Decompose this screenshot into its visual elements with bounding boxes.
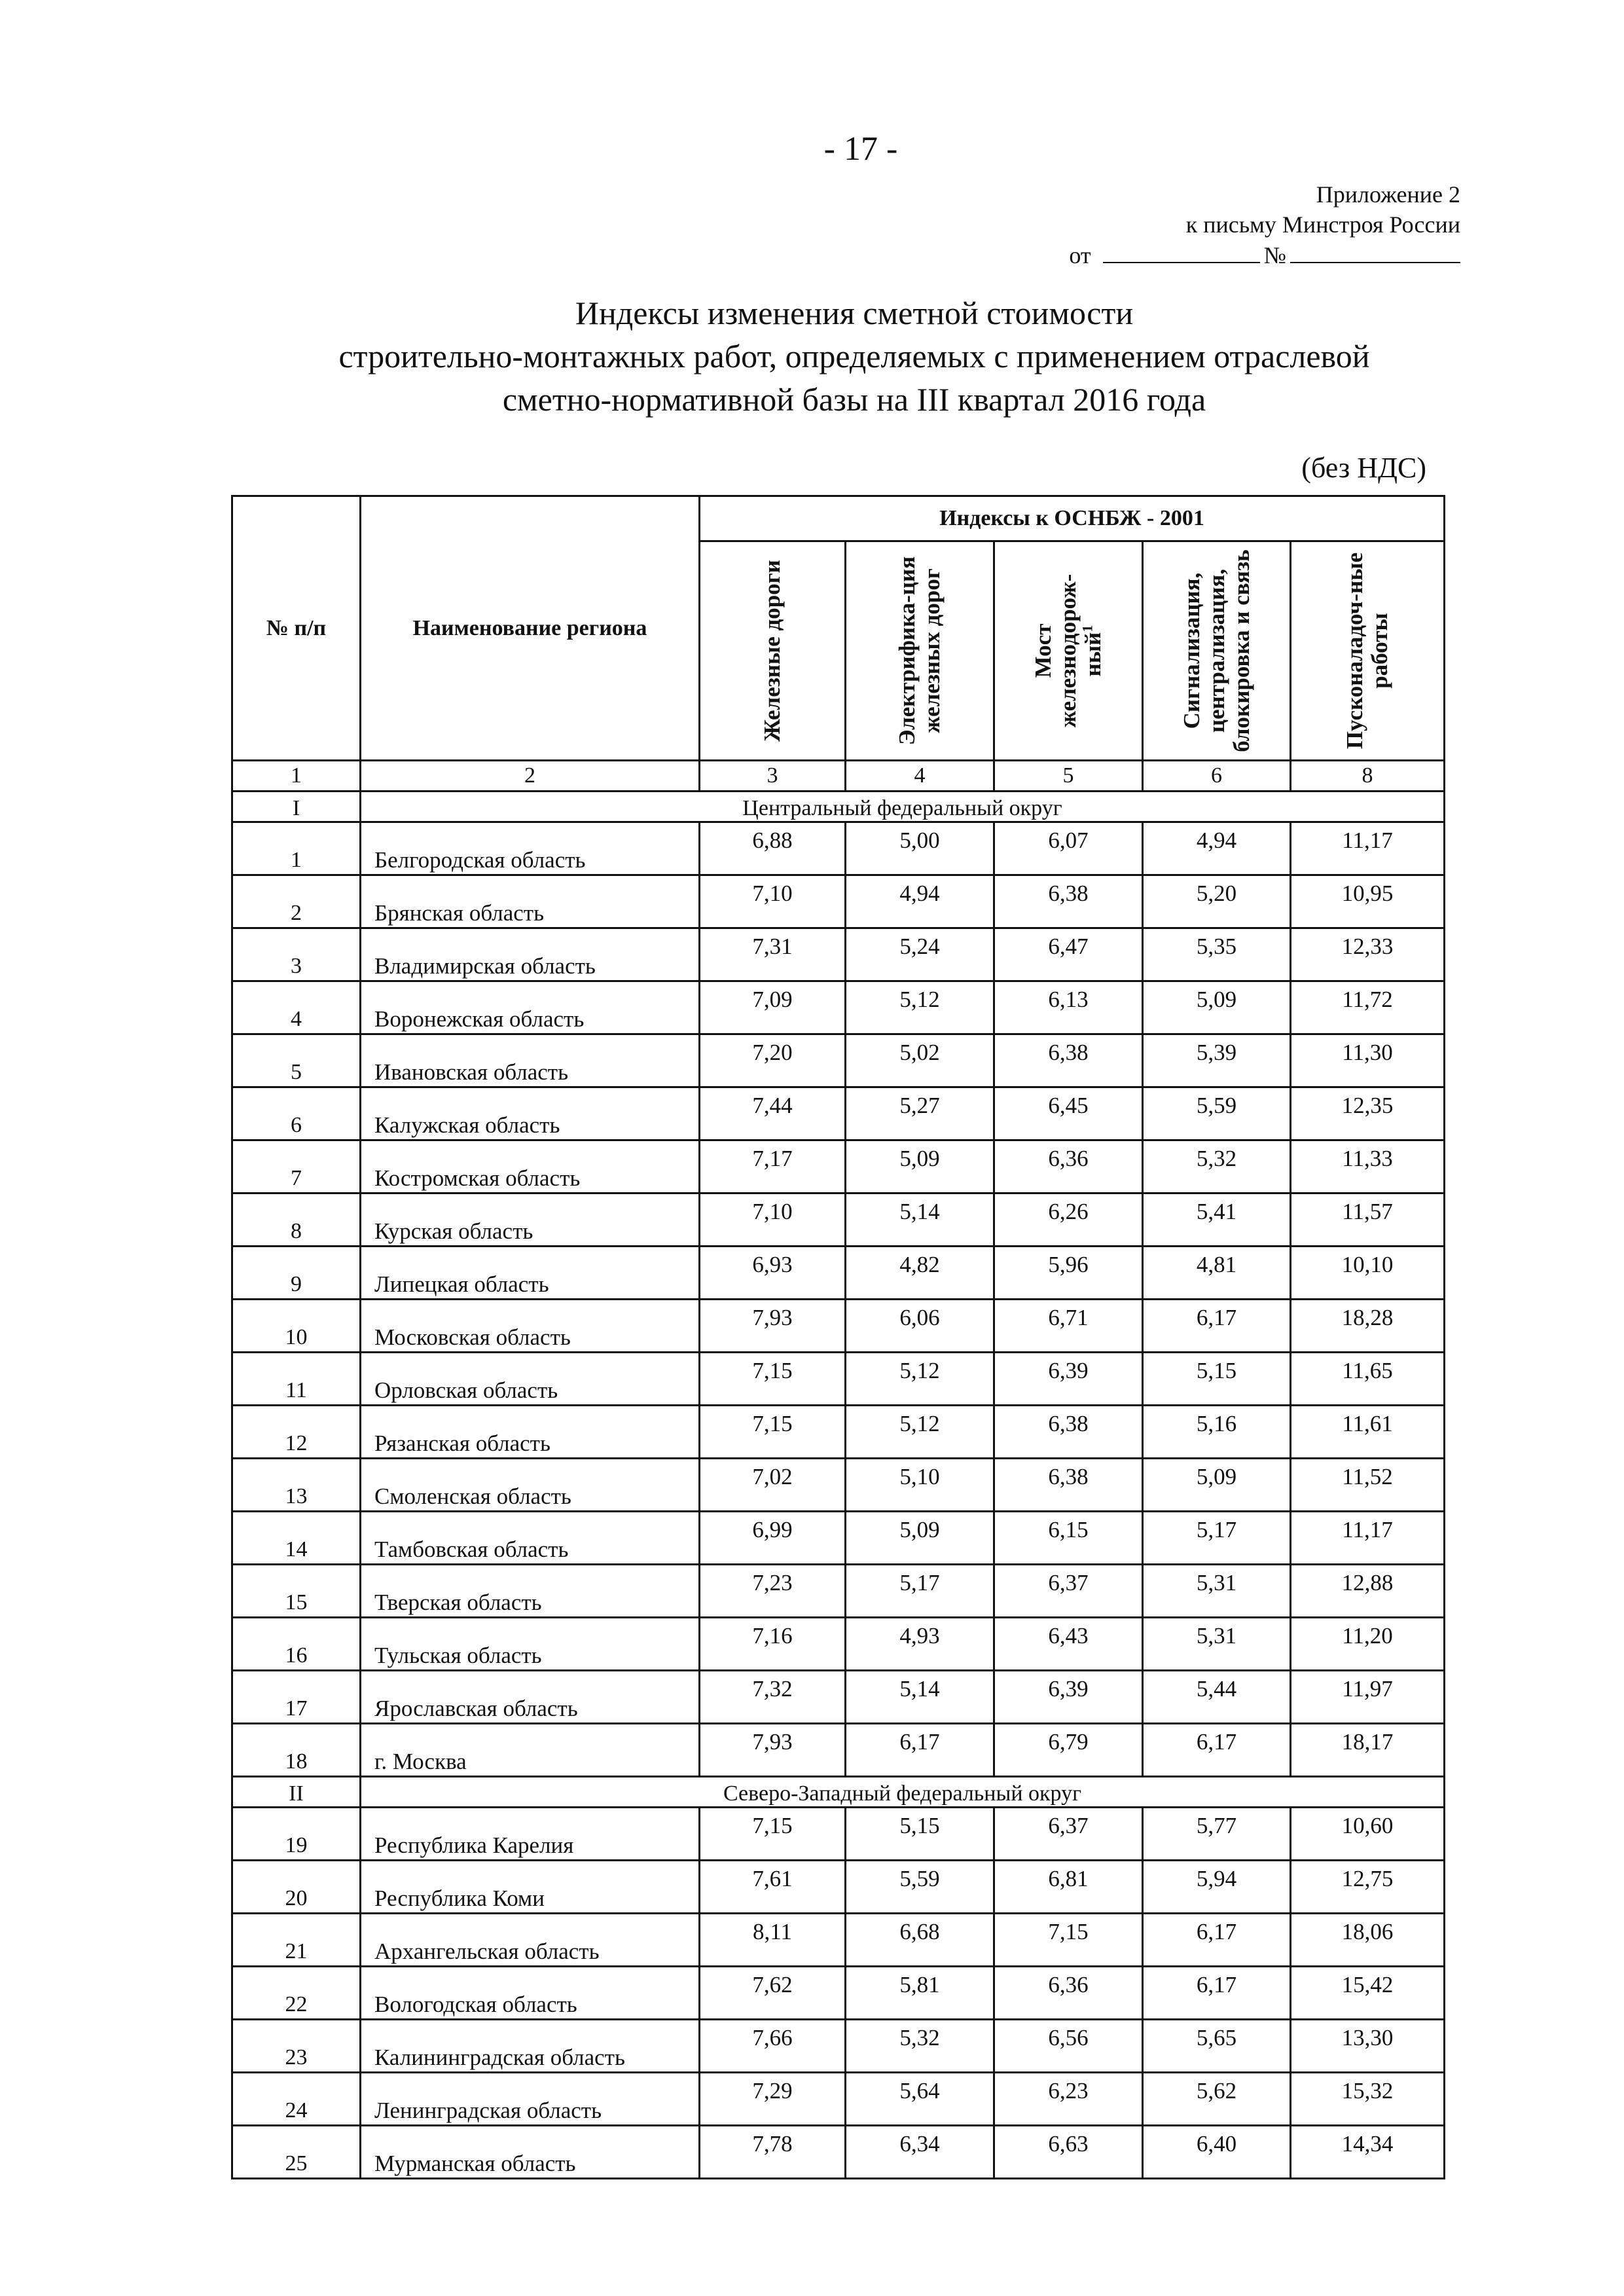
row-number: 24 [232,2073,361,2126]
row-number: 14 [232,1512,361,1565]
value-railways: 7,20 [700,1034,846,1087]
value-commissioning: 15,32 [1291,2073,1445,2126]
value-signaling: 5,35 [1143,928,1291,981]
row-number: 1 [232,822,361,875]
value-electrification: 6,68 [846,1914,994,1967]
value-railways: 7,93 [700,1300,846,1353]
region-name: Тульская область [361,1618,700,1671]
region-name: Рязанская область [361,1406,700,1459]
region-name: Вологодская область [361,1967,700,2020]
value-electrification: 5,02 [846,1034,994,1087]
region-name: Орловская область [361,1353,700,1406]
value-signaling: 6,17 [1143,1300,1291,1353]
table-row [232,1724,1445,1777]
table-row [232,2020,1445,2073]
row-number: 25 [232,2126,361,2179]
value-signaling: 5,65 [1143,2020,1291,2073]
value-bridge: 6,36 [994,1140,1143,1194]
value-electrification: 5,59 [846,1861,994,1914]
value-commissioning: 12,35 [1291,1087,1445,1140]
table-row [232,1406,1445,1459]
value-electrification: 5,14 [846,1194,994,1247]
column-number: 2 [361,761,700,792]
row-number: 12 [232,1406,361,1459]
table-row [232,875,1445,928]
value-bridge: 6,47 [994,928,1143,981]
appendix-subtitle: к письму Минстроя России [1185,211,1460,238]
region-name: Ивановская область [361,1034,700,1087]
value-bridge: 6,23 [994,2073,1143,2126]
value-railways: 7,02 [700,1459,846,1512]
row-number: 18 [232,1724,361,1777]
value-commissioning: 11,33 [1291,1140,1445,1194]
header-signaling: Сигнализация, централизация, блокировка и связь [1143,541,1291,761]
row-number: 4 [232,981,361,1034]
region-name: Смоленская область [361,1459,700,1512]
row-number: 5 [232,1034,361,1087]
value-signaling: 5,09 [1143,981,1291,1034]
value-commissioning: 10,10 [1291,1247,1445,1300]
value-bridge: 6,13 [994,981,1143,1034]
value-railways: 7,29 [700,2073,846,2126]
value-commissioning: 11,57 [1291,1194,1445,1247]
value-railways: 7,44 [700,1087,846,1140]
value-railways: 6,99 [700,1512,846,1565]
vat-note: (без НДС) [1301,452,1426,484]
header-region: Наименование региона [361,496,700,761]
value-signaling: 5,16 [1143,1406,1291,1459]
value-electrification: 4,93 [846,1618,994,1671]
title-line-1: Индексы изменения сметной стоимости [575,295,1134,331]
value-railways: 7,10 [700,1194,846,1247]
column-number: 3 [700,761,846,792]
value-electrification: 4,94 [846,875,994,928]
date-blank [1103,240,1260,263]
value-bridge: 5,96 [994,1247,1143,1300]
row-number: 10 [232,1300,361,1353]
value-electrification: 5,15 [846,1808,994,1861]
row-number: 22 [232,1967,361,2020]
row-number: 21 [232,1914,361,1967]
table-row [232,2126,1445,2179]
section-row [232,1777,1445,1808]
value-railways: 7,61 [700,1861,846,1914]
section-name: Центральный федеральный округ [361,792,1445,822]
region-name: Ленинградская область [361,2073,700,2126]
value-commissioning: 11,65 [1291,1353,1445,1406]
title-line-2: строительно-монтажных работ, определяемых с применением отраслевой [338,338,1370,374]
number-blank [1290,240,1460,263]
region-name: Белгородская область [361,822,700,875]
table-row [232,928,1445,981]
value-railways: 7,78 [700,2126,846,2179]
value-electrification: 6,06 [846,1300,994,1353]
row-number: 17 [232,1671,361,1724]
value-electrification: 4,82 [846,1247,994,1300]
row-number: 23 [232,2020,361,2073]
table-row [232,981,1445,1034]
value-commissioning: 13,30 [1291,2020,1445,2073]
value-signaling: 5,31 [1143,1618,1291,1671]
document-title [216,291,1492,421]
region-name: Курская область [361,1194,700,1247]
table-row [232,1808,1445,1861]
value-commissioning: 12,88 [1291,1565,1445,1618]
value-signaling: 4,81 [1143,1247,1291,1300]
value-signaling: 5,32 [1143,1140,1291,1194]
column-number: 6 [1143,761,1291,792]
value-bridge: 6,56 [994,2020,1143,2073]
region-name: Калининградская область [361,2020,700,2073]
region-name: Тамбовская область [361,1512,700,1565]
value-bridge: 6,38 [994,1034,1143,1087]
row-number: 9 [232,1247,361,1300]
region-name: Архангельская область [361,1914,700,1967]
value-bridge: 6,15 [994,1512,1143,1565]
value-railways: 6,93 [700,1247,846,1300]
indices-table [231,495,1445,2179]
value-bridge: 6,43 [994,1618,1143,1671]
value-signaling: 4,94 [1143,822,1291,875]
table-body [232,761,1445,2179]
header-num: № п/п [232,496,361,761]
value-electrification: 5,09 [846,1140,994,1194]
region-name: Республика Коми [361,1861,700,1914]
value-signaling: 5,31 [1143,1565,1291,1618]
value-electrification: 5,27 [846,1087,994,1140]
value-commissioning: 11,17 [1291,822,1445,875]
table-row [232,822,1445,875]
region-name: Воронежская область [361,981,700,1034]
value-commissioning: 10,60 [1291,1808,1445,1861]
region-name: Костромская область [361,1140,700,1194]
appendix-date-number-line [871,240,1460,270]
row-number: 11 [232,1353,361,1406]
value-electrification: 5,24 [846,928,994,981]
value-bridge: 6,63 [994,2126,1143,2179]
header-railways: Железные дороги [700,541,846,761]
value-signaling: 5,17 [1143,1512,1291,1565]
value-commissioning: 18,28 [1291,1300,1445,1353]
value-bridge: 6,38 [994,875,1143,928]
region-name: Калужская область [361,1087,700,1140]
value-electrification: 6,34 [846,2126,994,2179]
value-commissioning: 18,17 [1291,1724,1445,1777]
value-commissioning: 15,42 [1291,1967,1445,2020]
value-bridge: 6,38 [994,1459,1143,1512]
row-number: 15 [232,1565,361,1618]
value-signaling: 5,62 [1143,2073,1291,2126]
row-number: 19 [232,1808,361,1861]
value-bridge: 6,26 [994,1194,1143,1247]
value-signaling: 5,41 [1143,1194,1291,1247]
value-electrification: 5,12 [846,1353,994,1406]
header-group: Индексы к ОСНБЖ - 2001 [700,496,1445,541]
region-name: Республика Карелия [361,1808,700,1861]
value-bridge: 7,15 [994,1914,1143,1967]
value-commissioning: 11,52 [1291,1459,1445,1512]
region-name: Тверская область [361,1565,700,1618]
appendix-block [871,179,1460,270]
value-signaling: 6,17 [1143,1967,1291,2020]
value-electrification: 5,10 [846,1459,994,1512]
value-bridge: 6,81 [994,1861,1143,1914]
value-railways: 7,23 [700,1565,846,1618]
column-number: 4 [846,761,994,792]
value-signaling: 5,59 [1143,1087,1291,1140]
value-electrification: 5,17 [846,1565,994,1618]
value-railways: 7,10 [700,875,846,928]
table-row [232,1671,1445,1724]
value-signaling: 5,39 [1143,1034,1291,1087]
value-bridge: 6,39 [994,1353,1143,1406]
row-number: 6 [232,1087,361,1140]
value-commissioning: 12,33 [1291,928,1445,981]
region-name: Брянская область [361,875,700,928]
from-label: от [1069,242,1091,268]
value-railways: 7,93 [700,1724,846,1777]
value-railways: 7,15 [700,1406,846,1459]
value-commissioning: 11,30 [1291,1034,1445,1087]
table-row [232,1087,1445,1140]
header-electrification: Электрифика-ция железных дорог [846,541,994,761]
column-numbers-row [232,761,1445,792]
value-commissioning: 10,95 [1291,875,1445,928]
value-railways: 6,88 [700,822,846,875]
value-railways: 7,15 [700,1808,846,1861]
number-label: № [1263,242,1286,268]
region-name: Мурманская область [361,2126,700,2179]
value-electrification: 5,32 [846,2020,994,2073]
table-row [232,1034,1445,1087]
table-row [232,1194,1445,1247]
value-electrification: 5,14 [846,1671,994,1724]
section-number: II [232,1777,361,1808]
value-bridge: 6,45 [994,1087,1143,1140]
section-row [232,792,1445,822]
value-commissioning: 11,20 [1291,1618,1445,1671]
column-number: 5 [994,761,1143,792]
table-row [232,1140,1445,1194]
value-electrification: 5,12 [846,981,994,1034]
region-name: Липецкая область [361,1247,700,1300]
value-electrification: 5,81 [846,1967,994,2020]
value-bridge: 6,36 [994,1967,1143,2020]
region-name: Московская область [361,1300,700,1353]
column-number: 1 [232,761,361,792]
row-number: 13 [232,1459,361,1512]
row-number: 20 [232,1861,361,1914]
value-signaling: 5,44 [1143,1671,1291,1724]
section-number: I [232,792,361,822]
value-commissioning: 11,17 [1291,1512,1445,1565]
region-name: г. Москва [361,1724,700,1777]
table-row [232,1914,1445,1967]
row-number: 2 [232,875,361,928]
region-name: Ярославская область [361,1671,700,1724]
value-bridge: 6,39 [994,1671,1143,1724]
value-signaling: 5,09 [1143,1459,1291,1512]
value-signaling: 5,20 [1143,875,1291,928]
value-electrification: 5,00 [846,822,994,875]
value-bridge: 6,38 [994,1406,1143,1459]
value-railways: 7,66 [700,2020,846,2073]
value-electrification: 5,09 [846,1512,994,1565]
value-commissioning: 11,61 [1291,1406,1445,1459]
value-railways: 7,09 [700,981,846,1034]
value-signaling: 5,77 [1143,1808,1291,1861]
value-railways: 8,11 [700,1914,846,1967]
column-number: 8 [1291,761,1445,792]
value-electrification: 5,64 [846,2073,994,2126]
table-row [232,1459,1445,1512]
value-commissioning: 14,34 [1291,2126,1445,2179]
value-railways: 7,15 [700,1353,846,1406]
value-electrification: 6,17 [846,1724,994,1777]
row-number: 16 [232,1618,361,1671]
value-bridge: 6,37 [994,1808,1143,1861]
header-commissioning: Пусконаладоч-ные работы [1291,541,1445,761]
value-signaling: 5,94 [1143,1861,1291,1914]
value-electrification: 5,12 [846,1406,994,1459]
value-signaling: 5,15 [1143,1353,1291,1406]
value-railways: 7,62 [700,1967,846,2020]
value-commissioning: 11,97 [1291,1671,1445,1724]
section-name: Северо-Западный федеральный округ [361,1777,1445,1808]
value-signaling: 6,17 [1143,1914,1291,1967]
table-row [232,1247,1445,1300]
title-line-3: сметно-нормативной базы на III квартал 2016 года [502,381,1206,418]
value-bridge: 6,79 [994,1724,1143,1777]
value-bridge: 6,37 [994,1565,1143,1618]
table-row [232,2073,1445,2126]
table-row [232,1861,1445,1914]
table-row [232,1618,1445,1671]
value-commissioning: 18,06 [1291,1914,1445,1967]
row-number: 7 [232,1140,361,1194]
value-railways: 7,32 [700,1671,846,1724]
value-commissioning: 12,75 [1291,1861,1445,1914]
page-number: - 17 - [823,130,898,168]
appendix-title: Приложение 2 [1316,181,1460,208]
region-name: Владимирская область [361,928,700,981]
header-bridge: Мост железнодорож-ный$^1$ [994,541,1143,761]
value-bridge: 6,71 [994,1300,1143,1353]
table-row [232,1512,1445,1565]
row-number: 3 [232,928,361,981]
value-railways: 7,16 [700,1618,846,1671]
value-commissioning: 11,72 [1291,981,1445,1034]
value-signaling: 6,17 [1143,1724,1291,1777]
value-railways: 7,31 [700,928,846,981]
table-row [232,1565,1445,1618]
table-row [232,1300,1445,1353]
value-signaling: 6,40 [1143,2126,1291,2179]
value-railways: 7,17 [700,1140,846,1194]
table-row [232,1967,1445,2020]
value-bridge: 6,07 [994,822,1143,875]
row-number: 8 [232,1194,361,1247]
table-row [232,1353,1445,1406]
